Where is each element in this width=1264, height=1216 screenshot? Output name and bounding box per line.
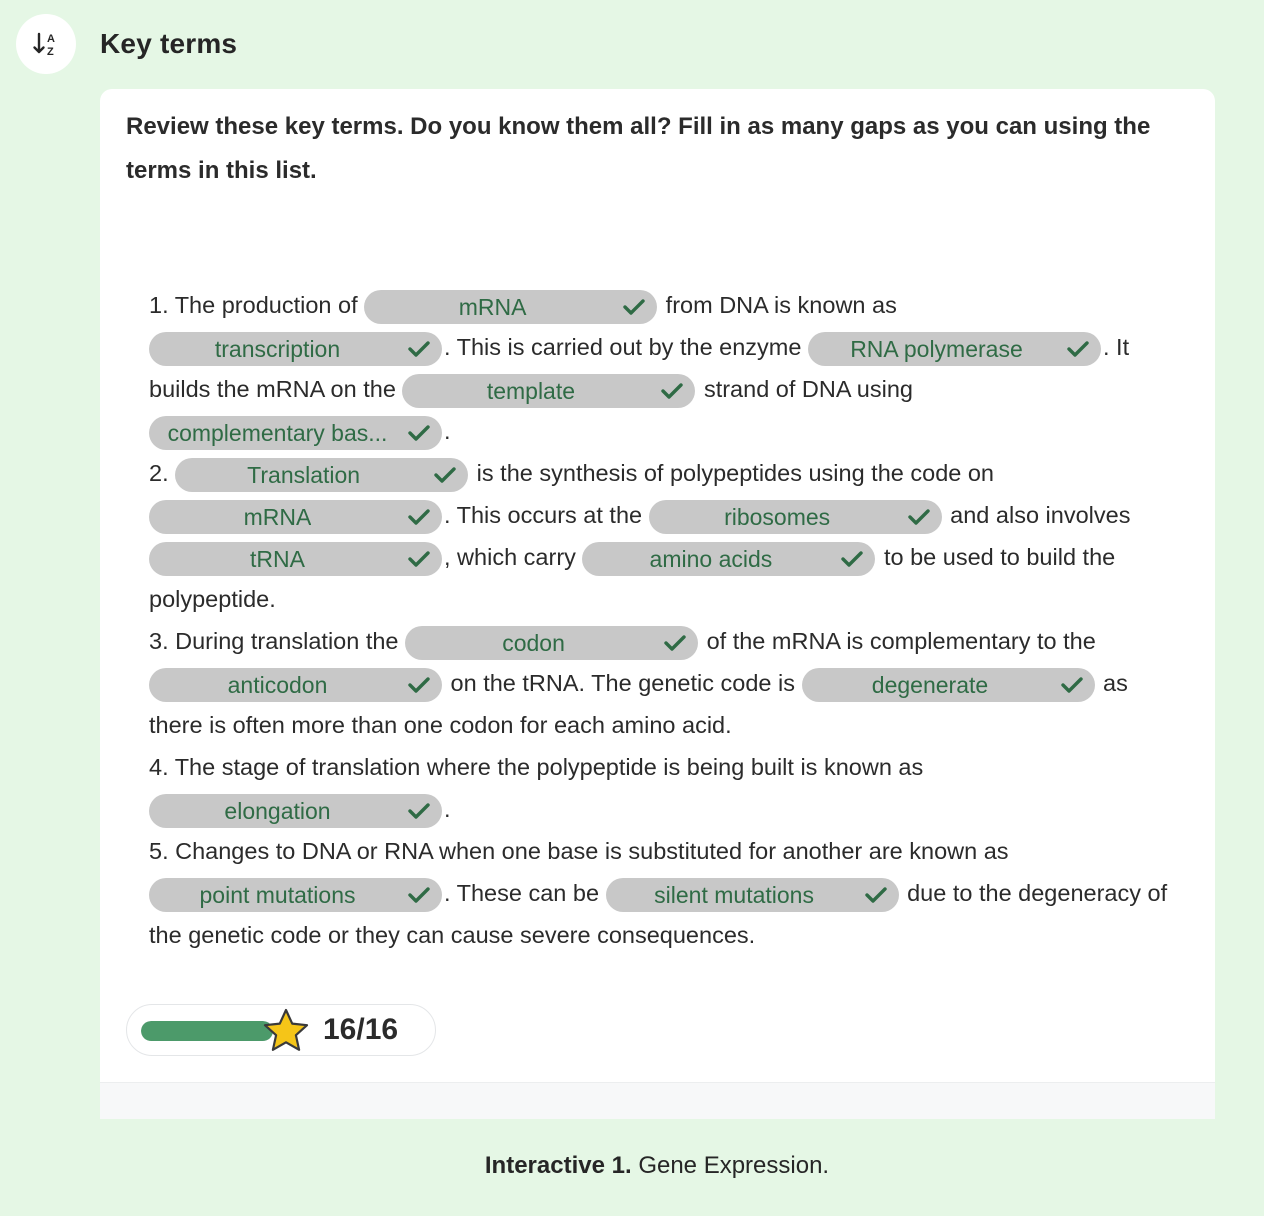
text-segment: 3. During translation the — [149, 628, 399, 654]
star-icon — [261, 1007, 311, 1055]
gap-3[interactable] — [808, 332, 1101, 366]
text-segment: . These can be — [444, 880, 600, 906]
text-segment: 2. — [149, 460, 169, 486]
score-text: 16/16 — [323, 1013, 399, 1046]
gap-15[interactable] — [149, 878, 442, 912]
gap-value: codon — [502, 629, 565, 656]
check-icon — [908, 508, 930, 526]
check-icon — [408, 340, 430, 358]
gap-value: anticodon — [227, 671, 328, 698]
text-segment: of the mRNA is complementary to the — [706, 628, 1096, 654]
text-segment: due to the degeneracy of the genetic code or they can cause severe consequences. — [149, 880, 1168, 948]
text-segment: 4. The stage of translation where the polypeptide is being built is known as — [149, 754, 924, 780]
gap-8[interactable] — [649, 500, 942, 534]
gap-value: complementary bas... — [167, 419, 388, 446]
section-title: Key terms — [100, 28, 238, 59]
caption-text: Gene Expression. — [638, 1152, 830, 1179]
svg-text:A: A — [47, 33, 55, 45]
gap-13[interactable] — [802, 668, 1095, 702]
svg-text:Z: Z — [47, 46, 54, 58]
gap-4[interactable] — [402, 374, 695, 408]
score-indicator — [126, 1004, 436, 1056]
gap-value: ribosomes — [724, 503, 831, 530]
gap-value: amino acids — [649, 545, 773, 572]
text-segment: 1. The production of — [149, 292, 358, 318]
check-icon — [1061, 676, 1083, 694]
gap-value: elongation — [224, 797, 331, 824]
instructions: Review these key terms. Do you know them all? Fill in as many gaps as you can using the terms in this list. — [126, 113, 1151, 184]
text-segment: . This is carried out by the enzyme — [444, 334, 802, 360]
text-segment: strand of DNA using — [703, 376, 913, 402]
gap-11[interactable] — [405, 626, 698, 660]
text-segment: , which carry — [444, 544, 576, 570]
progress-bar — [141, 1021, 273, 1041]
gap-16[interactable] — [606, 878, 899, 912]
section-header — [16, 14, 237, 74]
check-icon — [841, 550, 863, 568]
caption-label: Interactive 1. — [484, 1152, 632, 1179]
figure-caption — [0, 1152, 1264, 1180]
text-segment: and also involves — [950, 502, 1131, 528]
check-icon — [664, 634, 686, 652]
gap-value: template — [486, 377, 576, 404]
text-segment: . — [444, 418, 451, 444]
text-segment: is the synthesis of polypeptides using the code on — [476, 460, 995, 486]
check-icon — [408, 886, 430, 904]
gap-12[interactable] — [149, 668, 442, 702]
gap-value: mRNA — [243, 503, 312, 530]
gap-value: point mutations — [199, 881, 356, 908]
text-segment: as there is often more than one codon for each amino acid. — [149, 670, 1128, 738]
card-footer — [100, 1082, 1215, 1119]
gap-value: tRNA — [250, 545, 305, 572]
check-icon — [434, 466, 456, 484]
check-icon — [1067, 340, 1089, 358]
gap-value: silent mutations — [654, 881, 814, 908]
gap-value: transcription — [214, 335, 341, 362]
text-segment: 5. Changes to DNA or RNA when one base is substituted for another are known as — [149, 838, 1009, 864]
gap-value: RNA polymerase — [850, 335, 1023, 362]
text-segment: . — [444, 796, 451, 822]
check-icon — [661, 382, 683, 400]
check-icon — [623, 298, 645, 316]
text-segment: from DNA is known as — [665, 292, 897, 318]
text-segment: . It builds the mRNA on the — [149, 334, 1130, 402]
gap-6[interactable] — [175, 458, 468, 492]
check-icon — [408, 424, 430, 442]
text-segment: on the tRNA. The genetic code is — [450, 670, 795, 696]
gap-value: degenerate — [871, 671, 989, 698]
gap-value: mRNA — [458, 293, 527, 320]
gap-5[interactable] — [149, 416, 442, 450]
gap-10[interactable] — [582, 542, 875, 576]
fill-in-text — [149, 284, 1179, 956]
sort-az-icon[interactable] — [16, 14, 76, 74]
gap-value: Translation — [247, 461, 361, 488]
activity-card — [100, 89, 1215, 1119]
check-icon — [408, 550, 430, 568]
text-segment: . This occurs at the — [444, 502, 643, 528]
gap-7[interactable] — [149, 500, 442, 534]
gap-14[interactable] — [149, 794, 442, 828]
progress-fill — [141, 1021, 273, 1041]
check-icon — [408, 676, 430, 694]
gap-2[interactable] — [149, 332, 442, 366]
check-icon — [408, 508, 430, 526]
check-icon — [408, 802, 430, 820]
check-icon — [865, 886, 887, 904]
text-segment: to be used to build the polypeptide. — [149, 544, 1116, 612]
gap-9[interactable] — [149, 542, 442, 576]
gap-1[interactable] — [364, 290, 657, 324]
